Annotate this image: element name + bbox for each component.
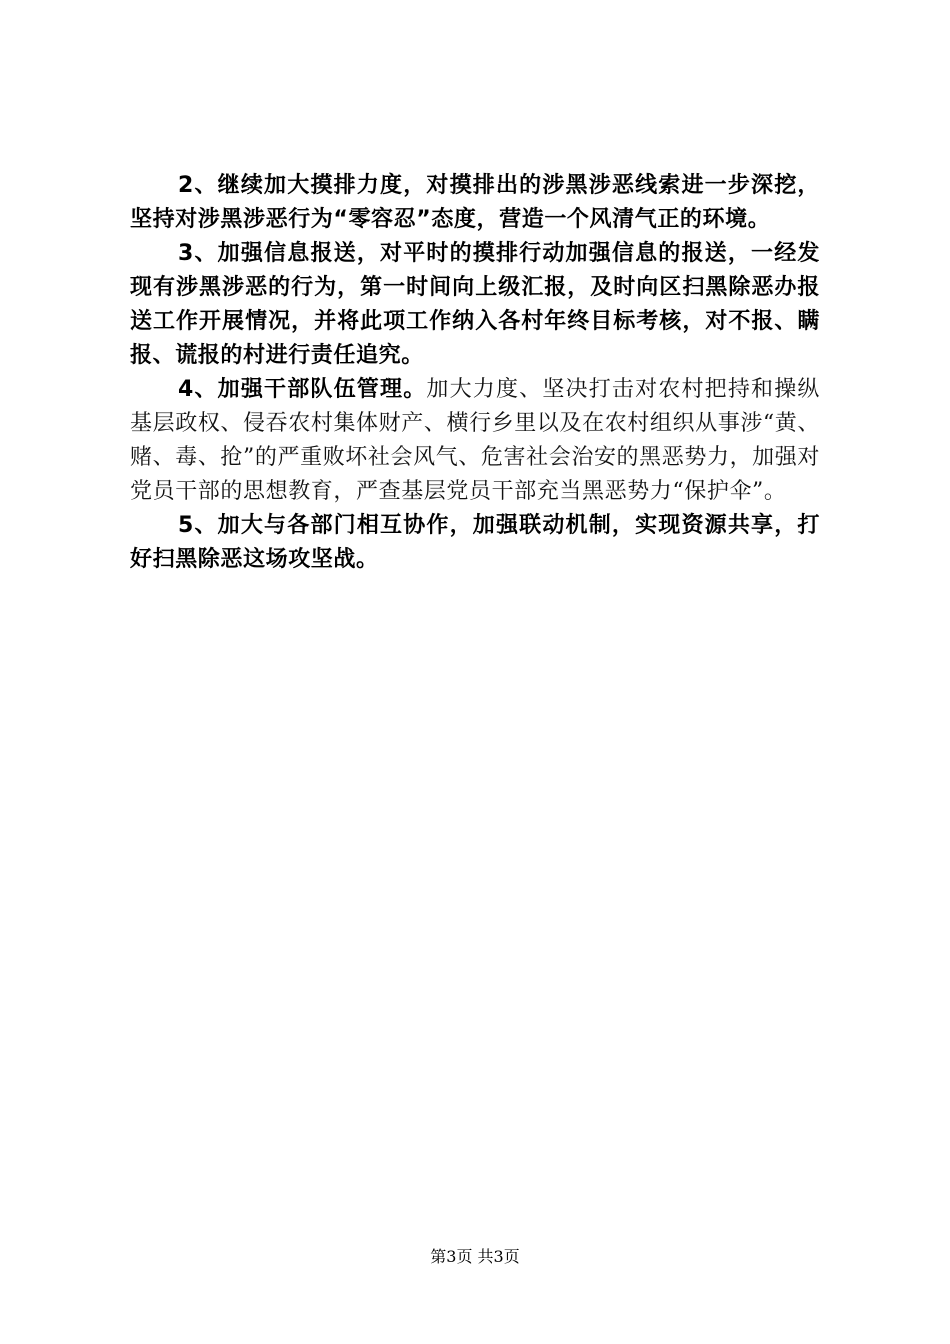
paragraph-5: 5、加大与各部门相互协作，加强联动机制，实现资源共享，打好扫黑除恶这场攻坚战。 xyxy=(130,513,820,572)
paragraph-2: 2、继续加大摸排力度，对摸排出的涉黑涉恶线索进一步深挖，坚持对涉黑涉恶行为“零容忍”态度，营造一个风清气正的环境。 xyxy=(130,173,820,232)
paragraph-4-body: 加大力度、坚决打击对农村把持和操纵基层政权、侵吞农村集体财产、横行乡里以及在农村组织从事涉“黄、赌、毒、抢”的严重败坏社会风气、危害社会治安的黑恶势力，加强对党员干部的思想教育，严查基层党员干部充当黑恶势力“保护伞”。 xyxy=(130,377,820,504)
paragraph-3: 3、加强信息报送，对平时的摸排行动加强信息的报送，一经发现有涉黑涉恶的行为，第一时间向上级汇报，及时向区扫黑除恶办报送工作开展情况，并将此项工作纳入各村年终目标考核，对不报、瞒报、谎报的村进行责任追究。 xyxy=(130,241,820,368)
paragraph-4-heading: 4、加强干部队伍管理。 xyxy=(178,377,427,402)
page-number-footer: 第3页 共3页 xyxy=(430,1247,520,1266)
document-body xyxy=(130,169,820,577)
paragraph-4 xyxy=(130,373,820,509)
